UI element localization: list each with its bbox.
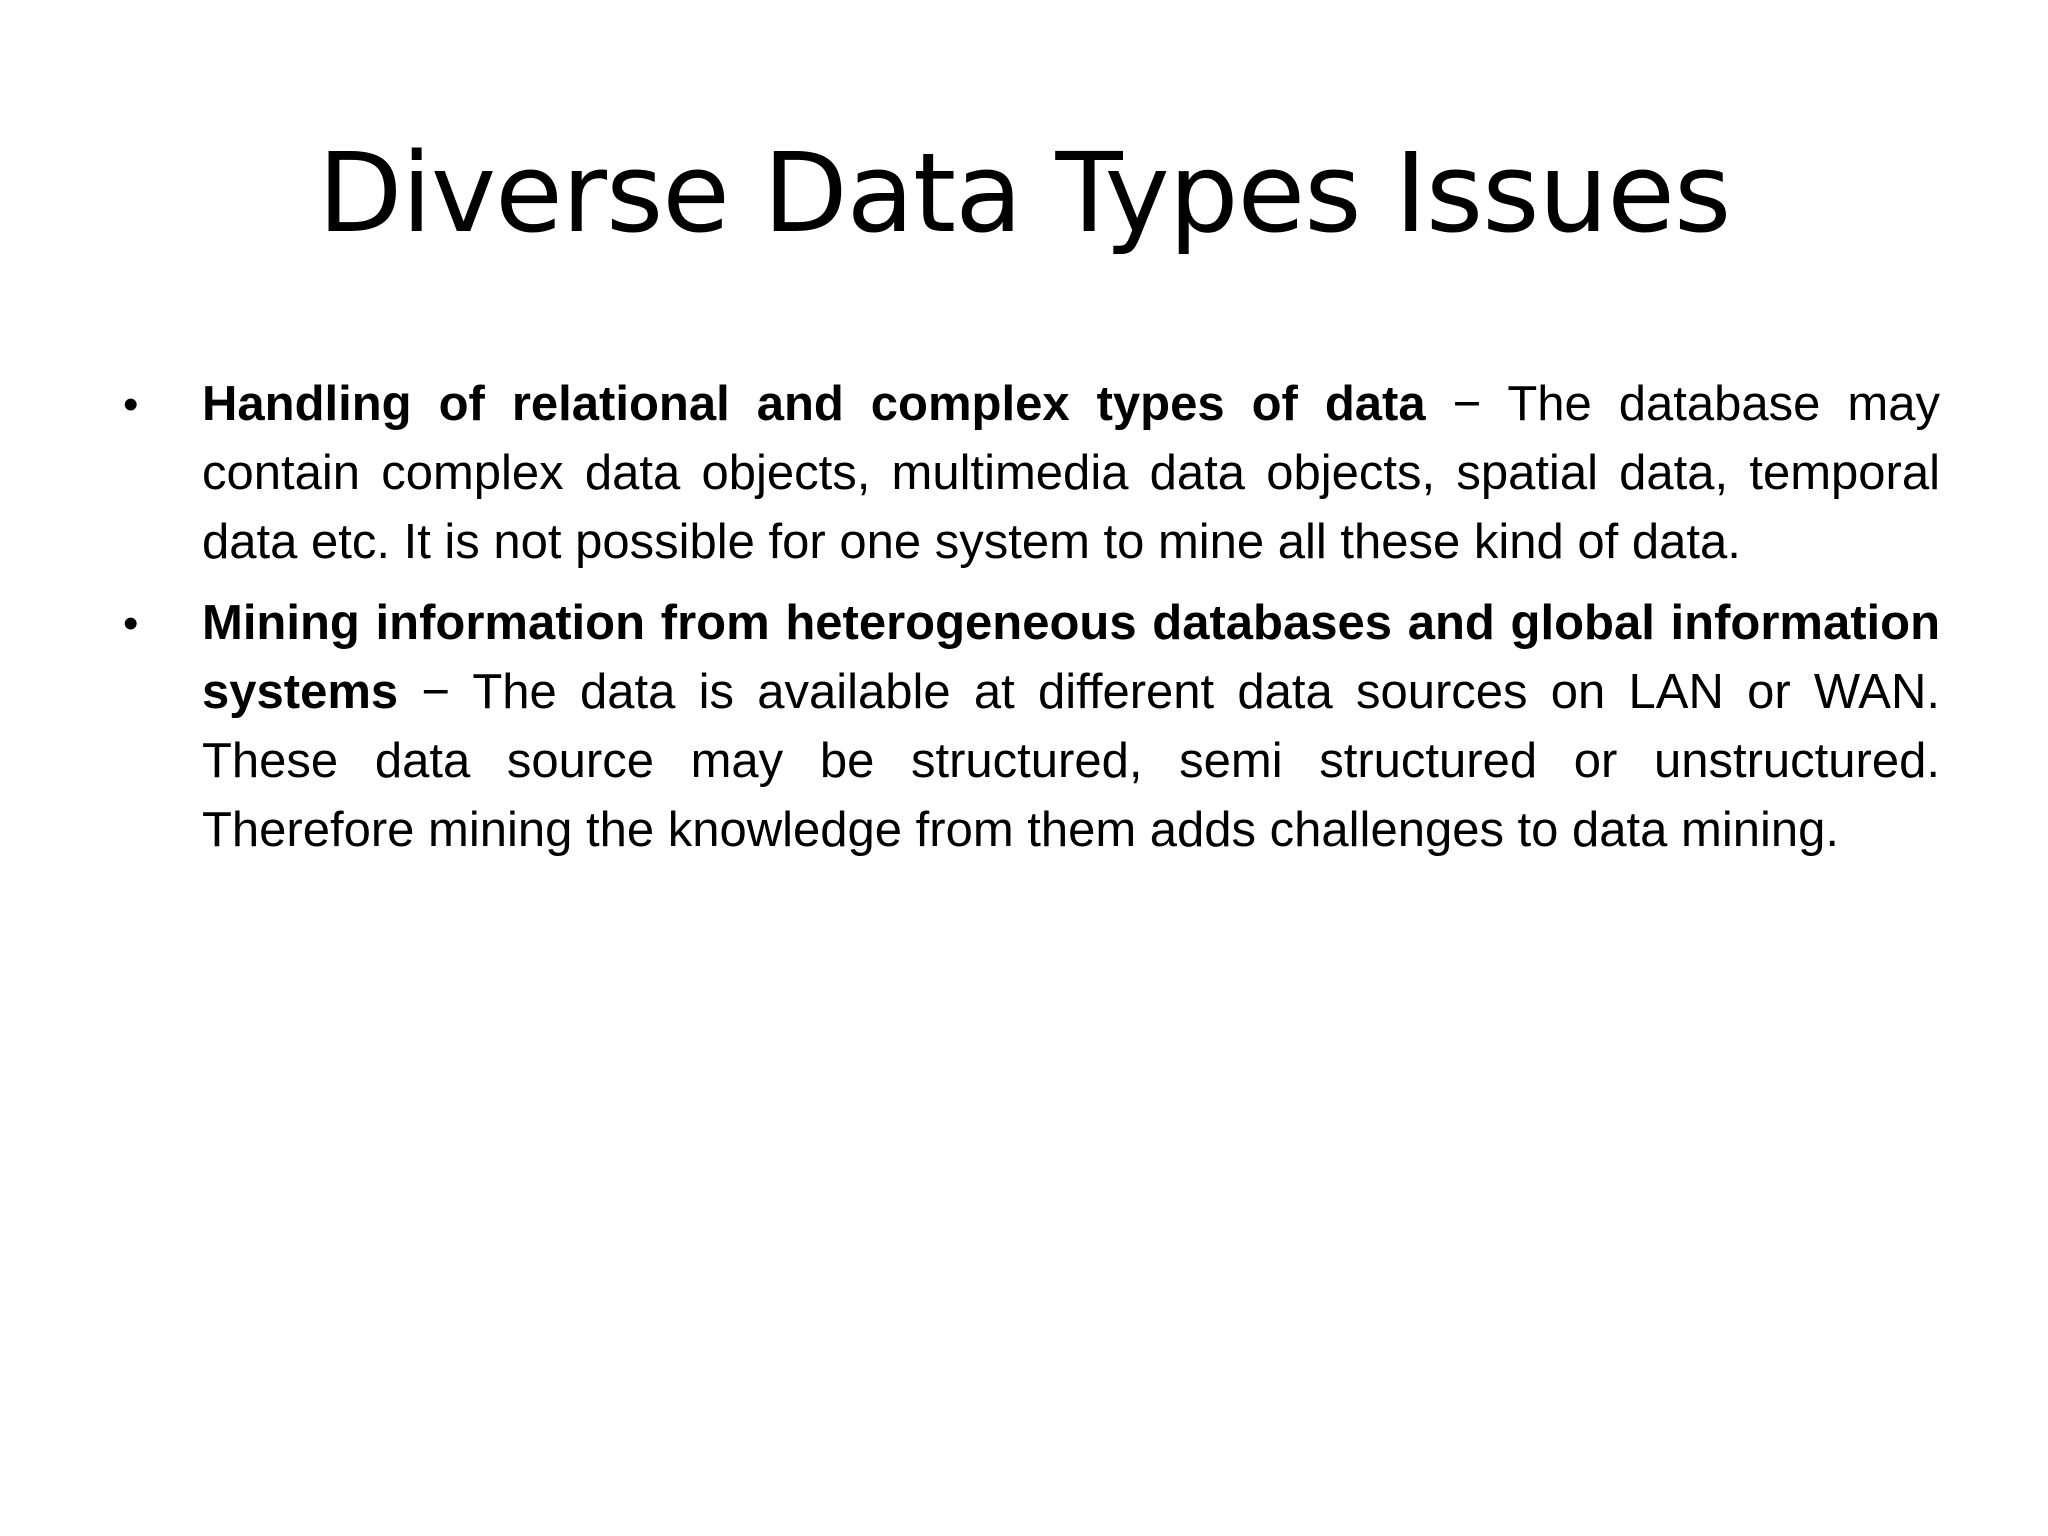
bullet-item-relational-complex-data	[120, 370, 1940, 577]
bullet-icon: •	[123, 380, 139, 429]
slide-title: Diverse Data Types Issues	[317, 129, 1731, 257]
bullet-list	[120, 370, 1940, 877]
bullet-text: − The database may contain complex data objects, multimedia data objects, spatial data, temporal data etc. It is not possible for one system to mine all these kind of data.	[202, 377, 1940, 569]
bullet-term: Handling of relational and complex types of data	[202, 377, 1426, 431]
bullet-icon: •	[123, 599, 139, 648]
bullet-text: − The data is available at different data sources on LAN or WAN. These data source may be structured, semi structured or unstructured. Therefore mining the knowledge from them adds challenges to data mining.	[202, 665, 1940, 857]
bullet-term: Mining information from heterogeneous databases and global information systems	[202, 596, 1940, 719]
bullet-item-heterogeneous-databases	[120, 589, 1940, 865]
